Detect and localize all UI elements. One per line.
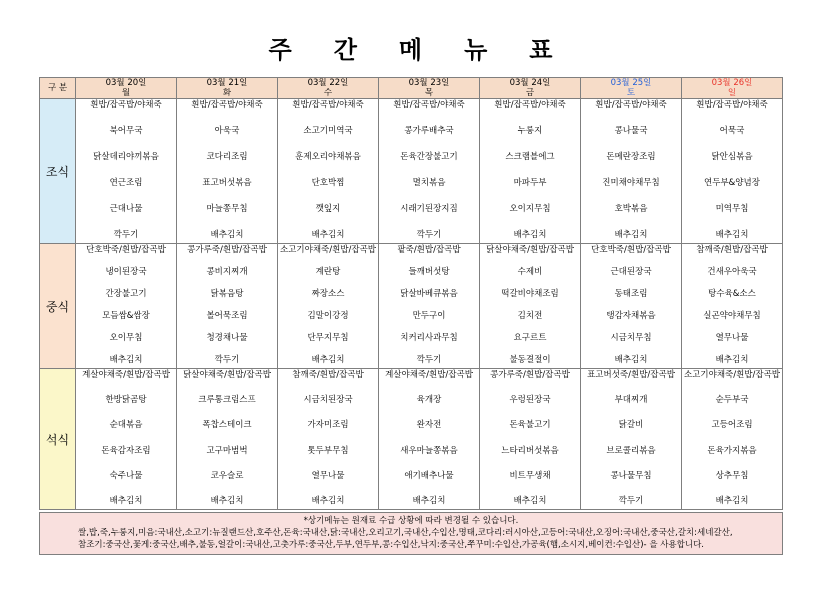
menu-item: 단호박죽/흰밥/잡곡밥 [86,245,166,255]
title-char: 메 [398,36,437,64]
date-sat: 03월 25일 [581,78,682,89]
menu-item: 부대찌개 [614,395,648,406]
menu-item: 표고버섯죽/흰밥/잡곡밥 [587,370,675,380]
menu-item: 닭안심볶음 [711,152,753,162]
menu-item: 진미채야채무침 [602,178,660,188]
dinner-day-4 [480,369,581,510]
menu-item: 폭찹스테이크 [202,420,252,431]
dow-fri: 금 [480,88,581,99]
menu-item: 배추김치 [311,495,345,506]
menu-item: 콩나물무침 [610,470,652,481]
menu-item: 콩가루죽/흰밥/잡곡밥 [187,245,267,255]
menu-item: 볼어묵조림 [206,311,248,321]
menu-item: 배추김치 [513,495,547,506]
menu-item: 어묵국 [719,126,745,136]
weekly-menu-table [39,77,783,510]
lunch-row [40,244,783,369]
menu-item: 돈육간장불고기 [400,152,458,162]
menu-item: 소고기야채죽/흰밥/잡곡밥 [279,245,377,255]
menu-item: 애기배추나물 [404,470,454,481]
menu-item: 요구르트 [513,333,547,343]
menu-item: 숙주나물 [109,470,143,481]
menu-item: 닭볶음탕 [210,289,244,299]
menu-item: 연두부&양념장 [704,178,760,188]
menu-item: 배추김치 [412,495,446,506]
menu-item: 근대된장국 [610,267,652,277]
menu-item: 청경채나물 [206,333,248,343]
menu-item: 스크램블에그 [505,152,555,162]
title-char: 표 [529,36,567,64]
menu-item: 코우슬로 [210,470,244,481]
menu-item: 냉이된장국 [105,267,147,277]
menu-item: 탱감자채볶음 [606,311,656,321]
title-char: 주 [268,36,306,64]
menu-item: 톳두부무침 [307,445,349,456]
menu-item: 닭갈비 [618,420,644,431]
menu-item: 누룽지 [517,126,543,136]
menu-item: 김치전 [517,311,543,321]
menu-item: 마파두부 [513,178,547,188]
menu-item: 실곤약야채무침 [703,311,761,321]
menu-item: 시래기된장지짐 [400,204,458,214]
dow-sun: 일 [682,88,783,99]
lunch-day-5 [581,244,682,369]
menu-item: 아욱국 [214,126,240,136]
dinner-day-3 [379,369,480,510]
menu-item: 짜장소스 [311,289,345,299]
menu-item: 만두구이 [412,311,446,321]
menu-item: 가자미조림 [307,420,349,431]
menu-item: 순대볶음 [109,420,143,431]
notice-line-1: *상기메뉴는 원재료 수급 상황에 따라 변경될 수 있습니다. [303,516,519,526]
dinner-row [40,369,783,510]
menu-item: 닭살데리야끼볶음 [93,152,159,162]
dinner-label: 석식 [40,369,76,510]
date-sun: 03월 26일 [682,78,783,89]
menu-item: 배추김치 [311,230,345,240]
menu-item: 소고기미역국 [303,126,353,136]
menu-item: 들깨버섯탕 [408,267,450,277]
menu-item: 계살야채죽/흰밥/잡곡밥 [385,370,473,380]
menu-item: 깍두기 [113,230,139,240]
lunch-day-0 [76,244,177,369]
menu-item: 배추김치 [210,230,244,240]
menu-item: 소고기야채죽/흰밥/잡곡밥 [683,370,781,380]
menu-item: 흰밥/잡곡밥/야채죽 [90,100,162,110]
menu-item: 우렁된장국 [509,395,551,406]
date-mon: 03월 20일 [76,78,177,89]
menu-item: 배추김치 [614,355,648,365]
breakfast-label: 조식 [40,99,76,244]
breakfast-day-4 [480,99,581,244]
menu-item: 치커리사과무침 [400,333,458,343]
menu-item: 김말이강정 [307,311,349,321]
menu-item: 코다리조림 [206,152,248,162]
menu-item: 새우마늘쫑볶음 [400,445,458,456]
dow-tue: 화 [177,88,278,99]
menu-item: 완자전 [416,420,442,431]
menu-item: 브로콜리볶음 [606,445,656,456]
menu-item: 북어무국 [109,126,143,136]
dinner-day-0 [76,369,177,510]
menu-item: 깍두기 [416,355,442,365]
menu-item: 콩나물국 [614,126,648,136]
menu-item: 흰밥/잡곡밥/야채죽 [696,100,768,110]
breakfast-day-5 [581,99,682,244]
menu-item: 배추김치 [715,230,749,240]
breakfast-day-2 [278,99,379,244]
menu-item: 느타리버섯볶음 [501,445,559,456]
menu-item: 단호박죽/흰밥/잡곡밥 [591,245,671,255]
lunch-day-3 [379,244,480,369]
menu-item: 계란탕 [315,267,341,277]
menu-item: 불동결절이 [509,355,551,365]
gubun-header: 구 분 [40,78,76,99]
menu-item: 열무나물 [311,470,345,481]
notice-line-2: 쌀,밥,죽,누룽지,미음:국내산,소고기:뉴질랜드산,호주산,돈육:국내산,닭:국내산,오리고기,국내산,수입산,명태,코다리:러시아산,고등어:국내산,오징어:국내산,중국산,갈치:세네갈산, [78,528,733,538]
menu-item: 건새우아욱국 [707,267,757,277]
menu-item: 상추무침 [715,470,749,481]
menu-item: 흰밥/잡곡밥/야채죽 [494,100,566,110]
title-char: 뉴 [464,36,502,64]
dinner-day-2 [278,369,379,510]
dinner-day-6 [682,369,783,510]
lunch-day-6 [682,244,783,369]
menu-item: 배추김치 [311,355,345,365]
menu-item: 흰밥/잡곡밥/야채죽 [595,100,667,110]
menu-item: 고구마범벅 [206,445,248,456]
menu-item: 표고버섯볶음 [202,178,252,188]
menu-item: 동태조림 [614,289,648,299]
menu-item: 깻잎지 [315,204,341,214]
menu-item: 배추김치 [715,495,749,506]
menu-item: 흰밥/잡곡밥/야채죽 [292,100,364,110]
menu-item: 콩비지찌개 [206,267,248,277]
menu-item: 연근조림 [109,178,143,188]
menu-item: 수제비 [517,267,543,277]
date-fri: 03월 24일 [480,78,581,89]
menu-item: 근대나물 [109,204,143,214]
date-thu: 03월 23일 [379,78,480,89]
page-title [0,30,835,65]
date-tue: 03월 21일 [177,78,278,89]
menu-item: 시금치무침 [610,333,652,343]
dow-sat: 토 [581,88,682,99]
menu-item: 깍두기 [416,230,442,240]
menu-item: 순두부국 [715,395,749,406]
menu-item: 미역무침 [715,204,749,214]
menu-item: 단호박찜 [311,178,345,188]
menu-item: 간장불고기 [105,289,147,299]
lunch-label: 중식 [40,244,76,369]
notice-line-3: 참조기:중국산,꽃게:중국산,배추,불동,얼갈이:국내산,고춧가루:중국산,두부,연두부,콩:수입산,낙지:중국산,쭈꾸미:수입산,가공육(햄,소시지,베이컨:수입산)- 을 사용합니다. [78,540,704,550]
menu-item: 훈제오리야채볶음 [295,152,361,162]
menu-item: 돈육감자조림 [101,445,151,456]
menu-item: 배추김치 [210,495,244,506]
menu-item: 돈육가지볶음 [707,445,757,456]
menu-item: 한방닭곰탕 [105,395,147,406]
menu-item: 흰밥/잡곡밥/야채죽 [191,100,263,110]
menu-item: 콩가루죽/흰밥/잡곡밥 [490,370,570,380]
lunch-day-1 [177,244,278,369]
menu-item: 콩가루배추국 [404,126,454,136]
menu-item: 깍두기 [618,495,644,506]
menu-item: 단무지무침 [307,333,349,343]
dow-mon: 월 [76,88,177,99]
menu-item: 탕수육&소스 [708,289,756,299]
breakfast-day-6 [682,99,783,244]
menu-item: 배추김치 [513,230,547,240]
menu-item: 닭살야채죽/흰밥/잡곡밥 [486,245,574,255]
dow-wed: 수 [278,88,379,99]
menu-item: 참깨죽/흰밥/잡곡밥 [292,370,364,380]
menu-item: 시금치된장국 [303,395,353,406]
menu-item: 오이무침 [109,333,143,343]
title-char: 간 [333,36,371,64]
menu-item: 호박볶음 [614,204,648,214]
menu-item: 흰밥/잡곡밥/야채죽 [393,100,465,110]
menu-item: 닭살바베큐볶음 [400,289,458,299]
menu-item: 오이지무침 [509,204,551,214]
breakfast-day-3 [379,99,480,244]
menu-item: 멸치볶음 [412,178,446,188]
menu-item: 배추김치 [614,230,648,240]
menu-item: 육개장 [416,395,442,406]
dinner-day-1 [177,369,278,510]
date-wed: 03월 22일 [278,78,379,89]
menu-item: 참깨죽/흰밥/잡곡밥 [696,245,768,255]
menu-item: 배추김치 [109,495,143,506]
breakfast-day-1 [177,99,278,244]
menu-item: 비트무생채 [509,470,551,481]
menu-item: 떡갈비야채조림 [501,289,559,299]
menu-item: 열무나물 [715,333,749,343]
breakfast-row [40,99,783,244]
lunch-day-4 [480,244,581,369]
lunch-day-2 [278,244,379,369]
breakfast-day-0 [76,99,177,244]
menu-item: 돈메란장조림 [606,152,656,162]
menu-item: 배추김치 [109,355,143,365]
menu-item: 고등어조림 [711,420,753,431]
menu-item: 깍두기 [214,355,240,365]
menu-item: 돈육불고기 [509,420,551,431]
menu-item: 팥죽/흰밥/잡곡밥 [397,245,461,255]
dow-thu: 목 [379,88,480,99]
menu-item: 모듬쌈&쌈장 [102,311,150,321]
notice-box [39,512,783,555]
dinner-day-5 [581,369,682,510]
menu-item: 배추김치 [715,355,749,365]
menu-item: 마늘쫑무침 [206,204,248,214]
menu-item: 계살야채죽/흰밥/잡곡밥 [82,370,170,380]
menu-item: 닭살야채죽/흰밥/잡곡밥 [183,370,271,380]
menu-item: 크루통크림스프 [198,395,256,406]
